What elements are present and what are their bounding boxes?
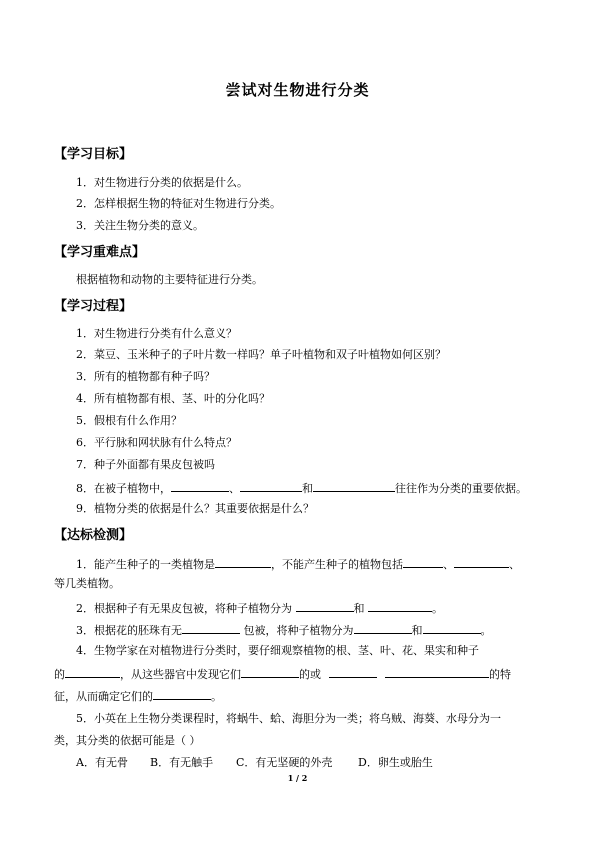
goal-item: 1．对生物进行分类的依据是什么。 <box>76 176 248 189</box>
test-question-1: 1．能产生种子的一类植物是 ，不能产生种子的植物包括 、 、 <box>76 558 520 571</box>
option-a[interactable]: A．有无骨 <box>76 756 128 769</box>
blank[interactable] <box>240 480 302 492</box>
blank[interactable] <box>313 480 395 492</box>
blank[interactable] <box>385 666 489 678</box>
answer-options <box>76 756 433 770</box>
goal-item: 3．关注生物分类的意义。 <box>76 219 204 232</box>
test-question-3: 3．根据花的胚珠有无 包被，将种子植物分为 和 。 <box>76 624 492 637</box>
blank[interactable] <box>403 556 443 568</box>
blank[interactable] <box>153 688 211 700</box>
option-d[interactable]: D．卵生或胎生 <box>358 756 433 769</box>
process-item: 4．所有植物都有根、茎、叶的分化吗？ <box>76 392 270 405</box>
test-question-4-cont: 的 ，从这些器官中发现它们 的或 的特 <box>54 668 511 681</box>
blank[interactable] <box>296 600 354 612</box>
process-item: 7．种子外面都有果皮包被吗 <box>76 458 215 471</box>
test-question-5: 5．小英在上生物分类课程时，将蜗牛、蛤、海胆分为一类；将乌贼、海葵、水母分为一 <box>76 712 501 725</box>
process-item: 1．对生物进行分类有什么意义？ <box>76 327 237 340</box>
section-heading-goals: 【学习目标】 <box>54 147 133 162</box>
section-heading-process: 【学习过程】 <box>54 299 133 314</box>
section-heading-key: 【学习重难点】 <box>54 245 146 260</box>
blank[interactable] <box>454 556 509 568</box>
section-heading-test: 【达标检测】 <box>54 528 133 543</box>
test-question-2: 2．根据种子有无果皮包被，将种子植物分为 和 。 <box>76 602 443 615</box>
option-b[interactable]: B．有无触手 <box>150 756 214 769</box>
process-item-8: 8．在被子植物中， 、 和 往往作为分类的重要依据。 <box>76 482 527 495</box>
page-number: 1 / 2 <box>287 773 308 783</box>
process-item: 6．平行脉和网状脉有什么特点？ <box>76 436 237 449</box>
test-question-4-cont2: 征，从而确定它们的 。 <box>54 690 222 703</box>
test-question-5-cont: 类，其分类的依据可能是（ ） <box>54 734 201 747</box>
key-text: 根据植物和动物的主要特征进行分类。 <box>76 273 263 286</box>
blank[interactable] <box>171 480 229 492</box>
blank[interactable] <box>354 622 412 634</box>
blank[interactable] <box>182 622 240 634</box>
process-item: 2．菜豆、玉米种子的子叶片数一样吗？单子叶植物和双子叶植物如何区别？ <box>76 348 446 361</box>
option-c[interactable]: C．有无坚硬的外壳 <box>236 756 333 769</box>
blank[interactable] <box>215 556 271 568</box>
blank[interactable] <box>368 600 432 612</box>
page-title: 尝试对生物进行分类 <box>225 81 370 99</box>
blank[interactable] <box>65 666 120 678</box>
goal-item: 2．怎样根据生物的特征对生物进行分类。 <box>76 197 281 210</box>
test-question-1-cont: 等几类植物。 <box>54 577 120 590</box>
blank[interactable] <box>241 666 299 678</box>
process-item: 9．植物分类的依据是什么？其重要依据是什么？ <box>76 502 314 515</box>
process-item: 3．所有的植物都有种子吗？ <box>76 370 215 383</box>
blank[interactable] <box>329 666 377 678</box>
test-question-4: 4．生物学家在对植物进行分类时，要仔细观察植物的根、茎、叶、花、果实和种子 <box>76 644 479 657</box>
blank[interactable] <box>423 622 481 634</box>
process-item: 5．假根有什么作用？ <box>76 414 182 427</box>
